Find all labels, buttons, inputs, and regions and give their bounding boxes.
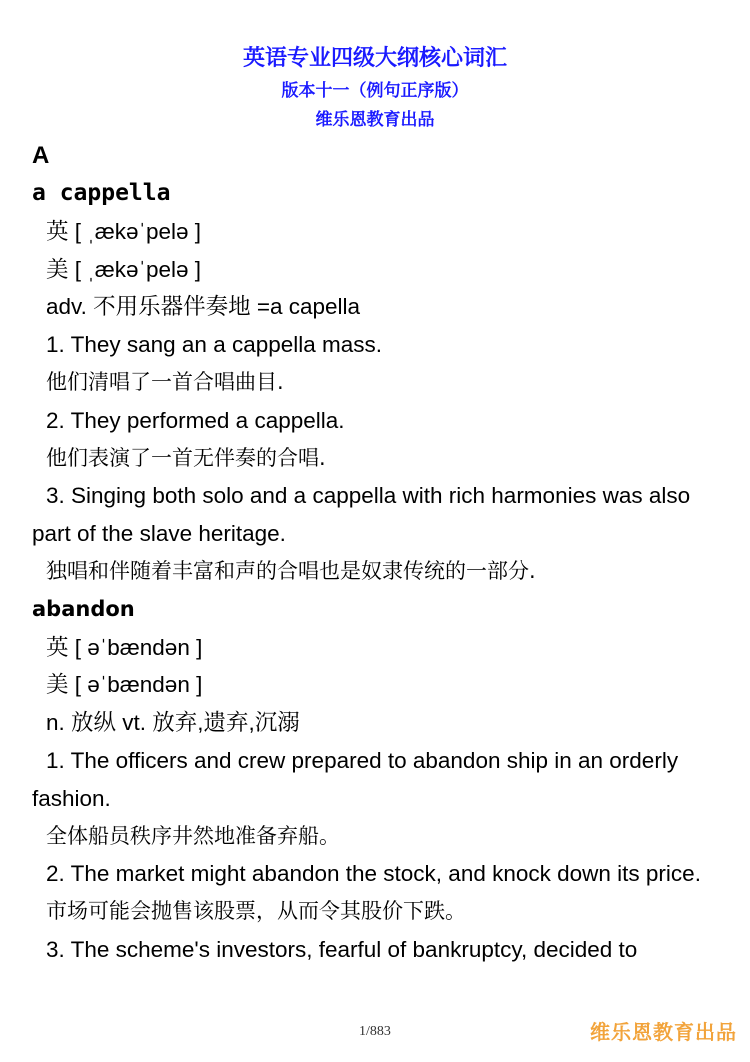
- section-letter: A: [32, 142, 50, 169]
- headword: abandon: [32, 596, 135, 621]
- uk-pronunciation: 英 [ əˈbændən ]: [46, 634, 203, 660]
- example-en: 3. Singing both solo and a cappella with rich harmonies was also part of the slave heritage.: [32, 483, 691, 547]
- headword: a cappella: [32, 180, 171, 206]
- document-subtitle: 版本十一（例句正序版）: [281, 81, 469, 101]
- us-pronunciation: 美 [ ˌækəˈpelə ]: [46, 256, 202, 282]
- example-en: 2. They performed a cappella.: [46, 407, 345, 433]
- example-zh: 市场可能会抛售该股票，从而令其股价下跌。: [46, 899, 466, 924]
- example-zh: 独唱和伴随着丰富和声的合唱也是奴隶传统的一部分.: [46, 558, 536, 583]
- example-en: 1. They sang an a cappella mass.: [46, 332, 383, 358]
- us-pronunciation: 美 [ əˈbændən ]: [46, 672, 203, 698]
- publisher-watermark: 维乐恩教育出品: [590, 1020, 737, 1044]
- example-zh: 全体船员秩序井然地准备弃船。: [46, 823, 340, 848]
- uk-pronunciation: 英 [ ˌækəˈpelə ]: [46, 218, 202, 244]
- page-number: 1/883: [359, 1024, 391, 1039]
- definition: n. 放纵 vt. 放弃,遗弃,沉溺: [46, 710, 300, 736]
- example-en: 1. The officers and crew prepared to abandon ship in an orderly fashion.: [32, 747, 679, 811]
- document-title: 英语专业四级大纲核心词汇: [242, 46, 507, 71]
- example-en: 2. The market might abandon the stock, and knock down its price.: [46, 861, 701, 887]
- example-en: 3. The scheme's investors, fearful of bankruptcy, decided to: [46, 936, 638, 962]
- vocabulary-list: [32, 175, 722, 969]
- document-header: [0, 42, 750, 134]
- definition: adv. 不用乐器伴奏地 =a capella: [46, 294, 361, 320]
- document-publisher: 维乐恩教育出品: [315, 110, 435, 130]
- example-zh: 他们表演了一首无伴奏的合唱.: [46, 445, 326, 470]
- example-zh: 他们清唱了一首合唱曲目.: [46, 369, 284, 394]
